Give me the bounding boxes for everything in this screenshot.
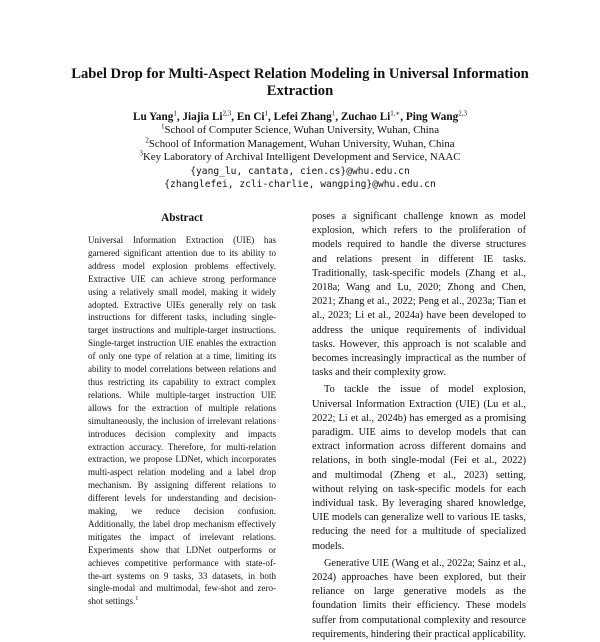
right-column xyxy=(312,210,526,640)
body-paragraph: To tackle the issue of model explosion, Universal Information Extraction (UIE) (Lu et al., 2022; Li et al., 2024b) has emerged as a promising paradigm. UIE aims to develop models that can extract information across different domains and relations, in both single-modal (Fei et al., 2022) and multimodal (Zheng et al., 2023) setting, without relying on task-specific models for each individual task. By leveraging shared knowledge, UIE models can generalize well to various IE tasks, reducing the need for a multitude of specialized models. xyxy=(312,384,526,552)
author-list: Lu Yang$^1$, Jiajia Li$^{2,3}$, En Ci$^1$, Lefei Zhang$^1$, Zuchao $Li^{1,∗}$, Ping Wang$^{2,3}$ xyxy=(133,109,467,123)
affiliation: $^2$School of Information Management, Wuhan University, Wuhan, China xyxy=(145,136,455,150)
affiliation: $^3$Key Laboratory of Archival Intelligent Development and Service, NAAC xyxy=(139,149,461,164)
body-paragraph: Generative UIE (Wang et al., 2022a; Sainz et al., 2024) approaches have been explored, but their reliance on large generative models as the foundation limits their efficiency. These models suffer from computational complexity and resource requirements, hindering their practical applicability. xyxy=(312,557,526,640)
email-line: {yang_lu, cantata, cien.cs}@whu.edu.cn xyxy=(190,165,410,177)
author: Zuchao $Li^{1,∗}$ xyxy=(340,109,401,123)
affiliation: $^1$School of Computer Science, Wuhan University, Wuhan, China xyxy=(160,122,439,136)
paper-title: Label Drop for Multi-Aspect Relation Modeling in Universal Information Extraction xyxy=(71,66,529,99)
author: En Ci$^1$ xyxy=(236,109,269,123)
abstract-body-text: Universal Information Extraction (UIE) has garnered significant attention due to its ability to address model explosion problems effectively. Extractive UIE can achieve strong performance using a relatively small model, making it widely adopted. Extractive UIEs generally rely on task instructions for different tasks, including single-target instructions and multiple-target instructions. Single-target instruction UIE enables the extraction of only one type of relation at a time, limiting its ability to model correlations between relations and thus restricting its capability to extract complex relations. While multiple-target instruction UIE allows for the extraction of multiple relations simultaneously, the inclusion of irrelevant relations introduces decision complexity and impacts extraction accuracy. Therefore, for multi-relation extraction, we propose LDNet, which incorporates multi-aspect relation modeling and a label drop mechanism. By assigning different relations to different levels for understanding and decision-making, we reduce decision confusion. Additionally, the label drop mechanism effectively mitigates the impact of irrelevant relations. Experiments show that LDNet outperforms or achieves competitive performance with state-of-the-art systems on 9 tasks, 33 datasets, in both single-modal and multimodal, few-shot and zero-shot settings. xyxy=(88,235,276,607)
footnote-mark: 1 xyxy=(135,596,139,603)
body-paragraph: poses a significant challenge known as model explosion, which refers to the proliferation of models required to handle the diverse structures and relations present in different IE tasks. Traditionally, task-specific models (Zhang et al., 2018a; Wang and Lu, 2020; Zhong and Chen, 2021; Zhang et al., 2022; Peng et al., 2023a; Tian et al., 2023; Li et al., 2024a) have been developed to address the unique requirements of individual tasks. However, this approach is not scalable and becomes increasingly impractical as the number of tasks and their complexity grow. xyxy=(312,211,526,379)
abstract-heading: Abstract xyxy=(161,212,203,224)
author: Jiajia Li$^{2,3}$ xyxy=(182,109,232,123)
author: Lu Yang$^1$ xyxy=(133,109,177,123)
abstract-text xyxy=(88,234,276,607)
affiliation-block xyxy=(40,124,560,192)
email-line: {zhanglefei, zcli-charlie, wangping}@whu.edu.cn xyxy=(164,179,436,191)
author: Ping Wang$^{2,3}$ xyxy=(405,109,467,123)
author: Lefei Zhang$^1$ xyxy=(273,109,336,123)
